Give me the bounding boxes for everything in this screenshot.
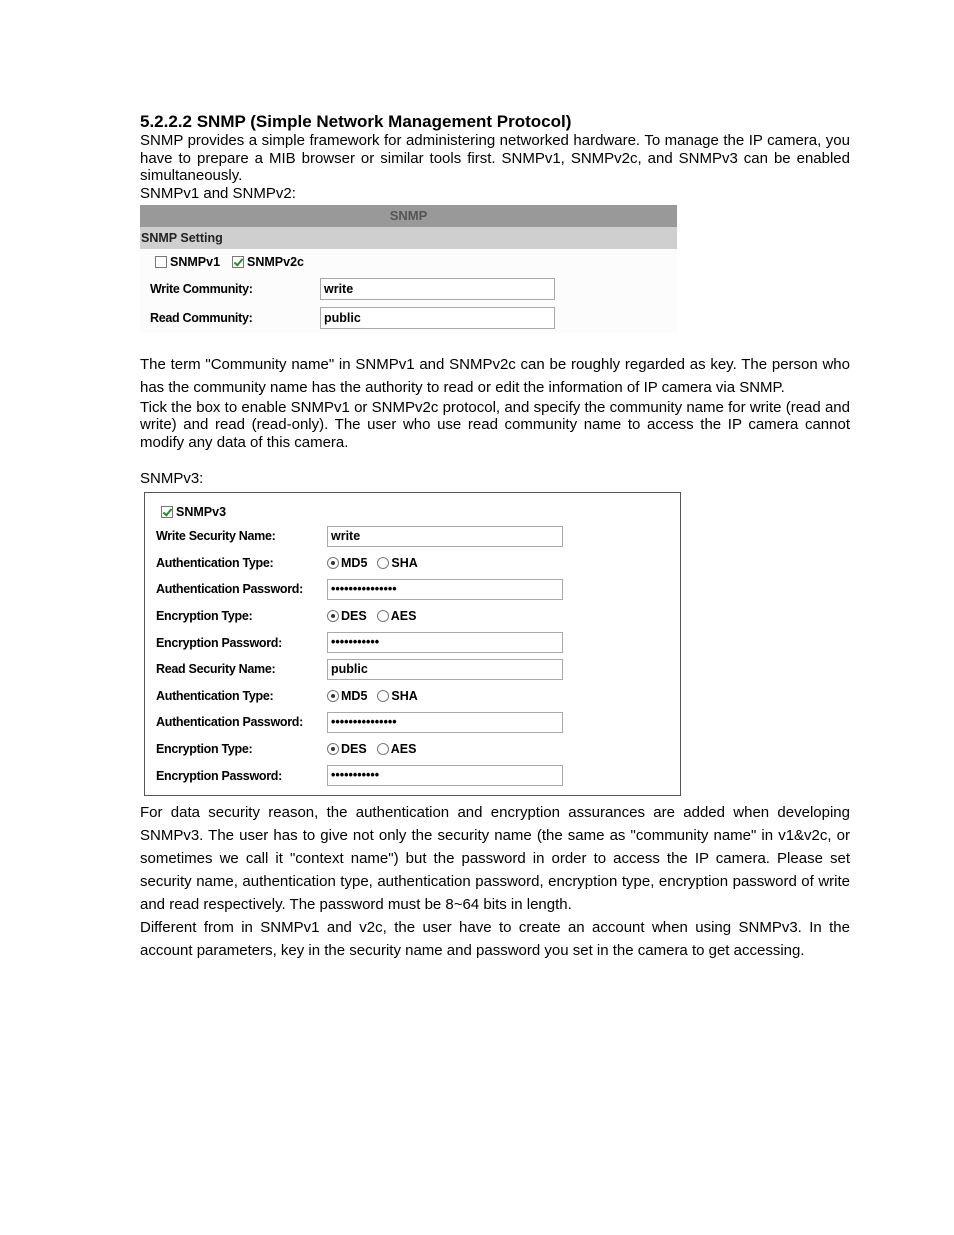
read-auth-pw-label: Authentication Password: <box>156 715 303 730</box>
read-auth-type-row <box>145 683 680 710</box>
v12-caption: SNMPv1 and SNMPv2: <box>140 184 296 202</box>
read-community-label: Read Community: <box>150 311 253 325</box>
snmp-v3-panel <box>144 492 681 796</box>
write-aes-radio[interactable] <box>377 610 389 622</box>
read-security-input[interactable]: public <box>327 659 563 680</box>
panel-title: SNMP <box>140 205 677 227</box>
read-security-label: Read Security Name: <box>156 662 276 677</box>
read-auth-type-label: Authentication Type: <box>156 688 274 703</box>
read-security-row <box>145 656 680 683</box>
read-md5-label: MD5 <box>341 688 368 703</box>
write-enc-type-label: Encryption Type: <box>156 609 253 624</box>
snmpv1-checkbox[interactable] <box>155 256 167 268</box>
write-aes-label: AES <box>390 609 417 624</box>
security-paragraph-1: For data security reason, the authentication and encryption assurances are added when developing SNMPv3. The user has to give not only the security name (the same as "community name" in v1&v2c, or sometimes we call it "context name") but the password in order to access the IP camera. Please set security name, authentication type, authentication password, encryption type, encryption password of write and read respectively. The password must be 8~64 bits in length. <box>140 803 850 913</box>
snmpv2c-checkbox[interactable] <box>232 256 244 268</box>
read-enc-pw-label: Encryption Password: <box>156 768 282 783</box>
write-md5-radio[interactable] <box>327 557 339 569</box>
write-auth-pw-label: Authentication Password: <box>156 582 303 597</box>
read-enc-pw-input[interactable]: ••••••••••• <box>327 765 563 786</box>
write-des-radio[interactable] <box>327 610 339 622</box>
panel-subtitle: SNMP Setting <box>140 227 677 249</box>
version-checkboxes <box>140 249 677 275</box>
read-sha-radio[interactable] <box>377 690 389 702</box>
snmpv3-label: SNMPv3 <box>176 505 227 519</box>
document-page <box>140 112 850 962</box>
read-auth-pw-row <box>145 709 680 736</box>
intro-paragraph: SNMP provides a simple framework for administering networked hardware. To manage the IP camera, you have to prepare a MIB browser or similar tools first. SNMPv1, SNMPv2c, and SNMPv3 can be enabled simultaneously. <box>140 132 850 184</box>
write-enc-type-row <box>145 603 680 630</box>
v3-caption: SNMPv3: <box>140 470 204 487</box>
snmpv1-label: SNMPv1 <box>170 254 221 269</box>
read-enc-type-label: Encryption Type: <box>156 742 253 757</box>
snmpv2c-label: SNMPv2c <box>247 254 305 269</box>
write-enc-pw-label: Encryption Password: <box>156 635 282 650</box>
write-sha-label: SHA <box>391 555 418 570</box>
write-auth-type-row <box>145 550 680 577</box>
read-community-row <box>140 304 677 333</box>
read-md5-radio[interactable] <box>327 690 339 702</box>
section-heading: 5.2.2.2 SNMP (Simple Network Management Protocol) <box>140 112 572 131</box>
write-community-input[interactable]: write <box>320 278 555 300</box>
write-security-row <box>145 523 680 550</box>
read-aes-label: AES <box>390 742 417 757</box>
read-enc-pw-row <box>145 762 680 789</box>
community-paragraph-1: The term "Community name" in SNMPv1 and SNMPv2c can be roughly regarded as key. The person who has the community name has the authority to read or edit the information of IP camera via SNMP. <box>140 355 850 396</box>
read-enc-type-row <box>145 736 680 763</box>
community-paragraph-2: Tick the box to enable SNMPv1 or SNMPv2c protocol, and specify the community name for write (read and write) and read (read-only). The user who use read community name to access the IP camera cannot modify any data of this camera. <box>140 398 850 451</box>
write-security-input[interactable]: write <box>327 526 563 547</box>
write-auth-pw-input[interactable]: ••••••••••••••• <box>327 579 563 600</box>
snmpv3-checkbox[interactable] <box>161 506 173 518</box>
write-auth-pw-row <box>145 576 680 603</box>
write-community-row <box>140 275 677 304</box>
write-enc-pw-row <box>145 629 680 656</box>
write-security-label: Write Security Name: <box>156 529 276 544</box>
write-des-label: DES <box>341 609 367 624</box>
write-community-label: Write Community: <box>150 282 253 296</box>
snmpv3-checkbox-row <box>145 501 680 523</box>
security-paragraph-2: Different from in SNMPv1 and v2c, the user have to create an account when using SNMPv3. In the account parameters, key in the security name and password you set in the camera to get accessing. <box>140 918 850 959</box>
read-auth-pw-input[interactable]: ••••••••••••••• <box>327 712 563 733</box>
write-auth-type-label: Authentication Type: <box>156 555 274 570</box>
read-community-input[interactable]: public <box>320 307 555 329</box>
read-aes-radio[interactable] <box>377 743 389 755</box>
snmp-v12-panel <box>140 205 677 333</box>
read-sha-label: SHA <box>391 688 418 703</box>
write-sha-radio[interactable] <box>377 557 389 569</box>
read-des-label: DES <box>341 742 367 757</box>
write-enc-pw-input[interactable]: ••••••••••• <box>327 632 563 653</box>
read-des-radio[interactable] <box>327 743 339 755</box>
write-md5-label: MD5 <box>341 555 368 570</box>
